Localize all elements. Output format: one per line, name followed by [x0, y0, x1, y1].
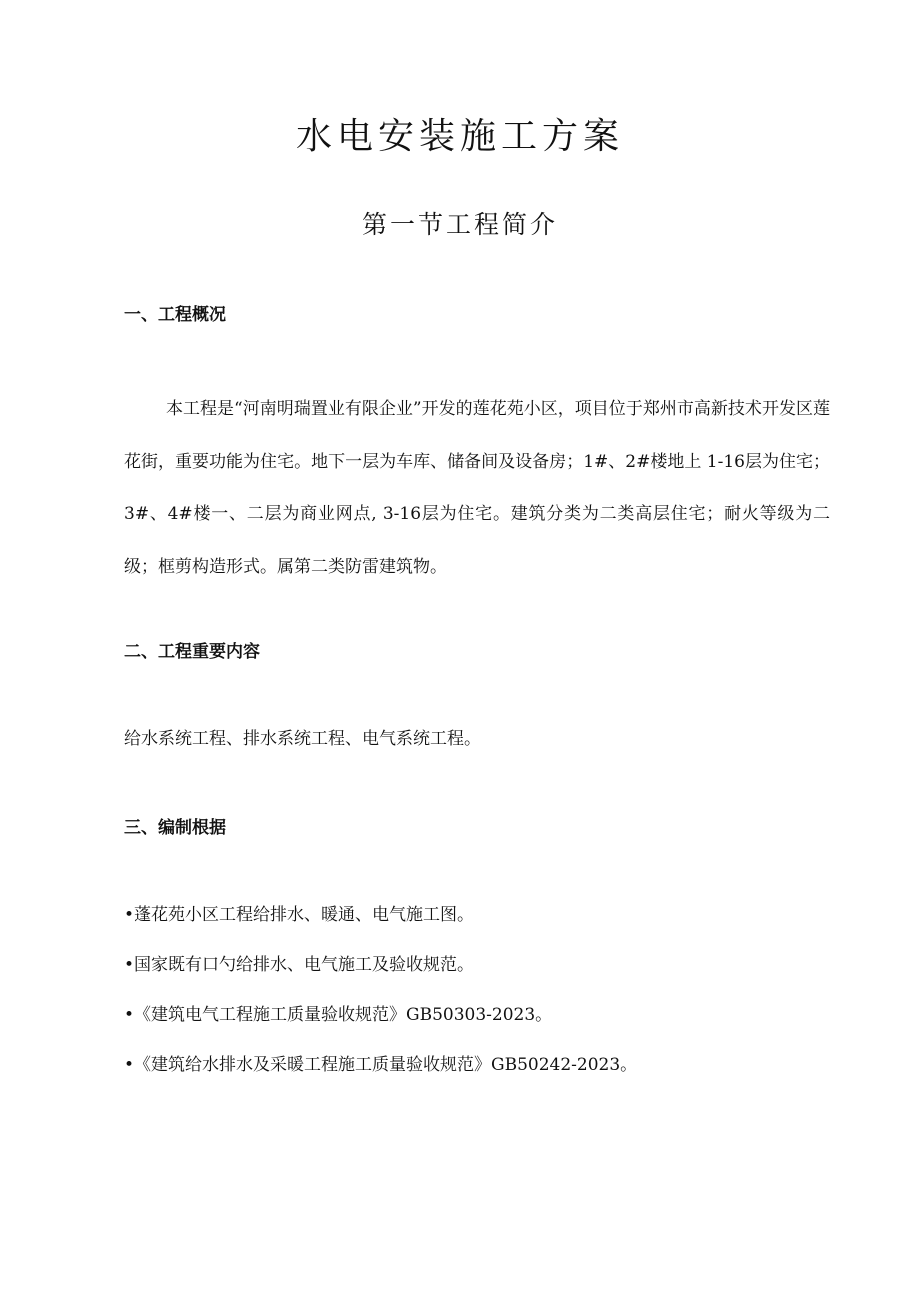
- section-subtitle: 第一节工程简介: [361, 210, 558, 239]
- main-content-text: 给水系统工程、排水系统工程、电气系统工程。: [124, 729, 481, 749]
- paragraph-project-overview: 本工程是“河南明瑞置业有限企业”开发的莲花苑小区，项目位于郑州市高新技术开发区莲花街，重要功能为住宅。地下一层为车库、储备间及设备房；1#、2#楼地上 1-16层为住宅；3#、4#楼一、二层为商业网点, 3-16层为住宅。建筑分类为二类高层住宅；耐火等级为二级；框剪构造形式。属第二类防雷建筑物。: [124, 399, 830, 577]
- heading-project-overview: 一、工程概况: [124, 305, 226, 325]
- basis-item: •《建筑给水排水及采暖工程施工质量验收规范》GB50242-2023。: [124, 1055, 638, 1075]
- basis-item: •国家既有口勺给排水、电气施工及验收规范。: [124, 955, 475, 975]
- heading-basis: 三、编制根据: [124, 818, 226, 838]
- basis-item: •《建筑电气工程施工质量验收规范》GB50303-2023。: [124, 1005, 553, 1025]
- document-title: 水电安装施工方案: [295, 116, 624, 157]
- basis-item: •蓬花苑小区工程给排水、暖通、电气施工图。: [124, 905, 475, 925]
- heading-main-content: 二、工程重要内容: [124, 642, 260, 662]
